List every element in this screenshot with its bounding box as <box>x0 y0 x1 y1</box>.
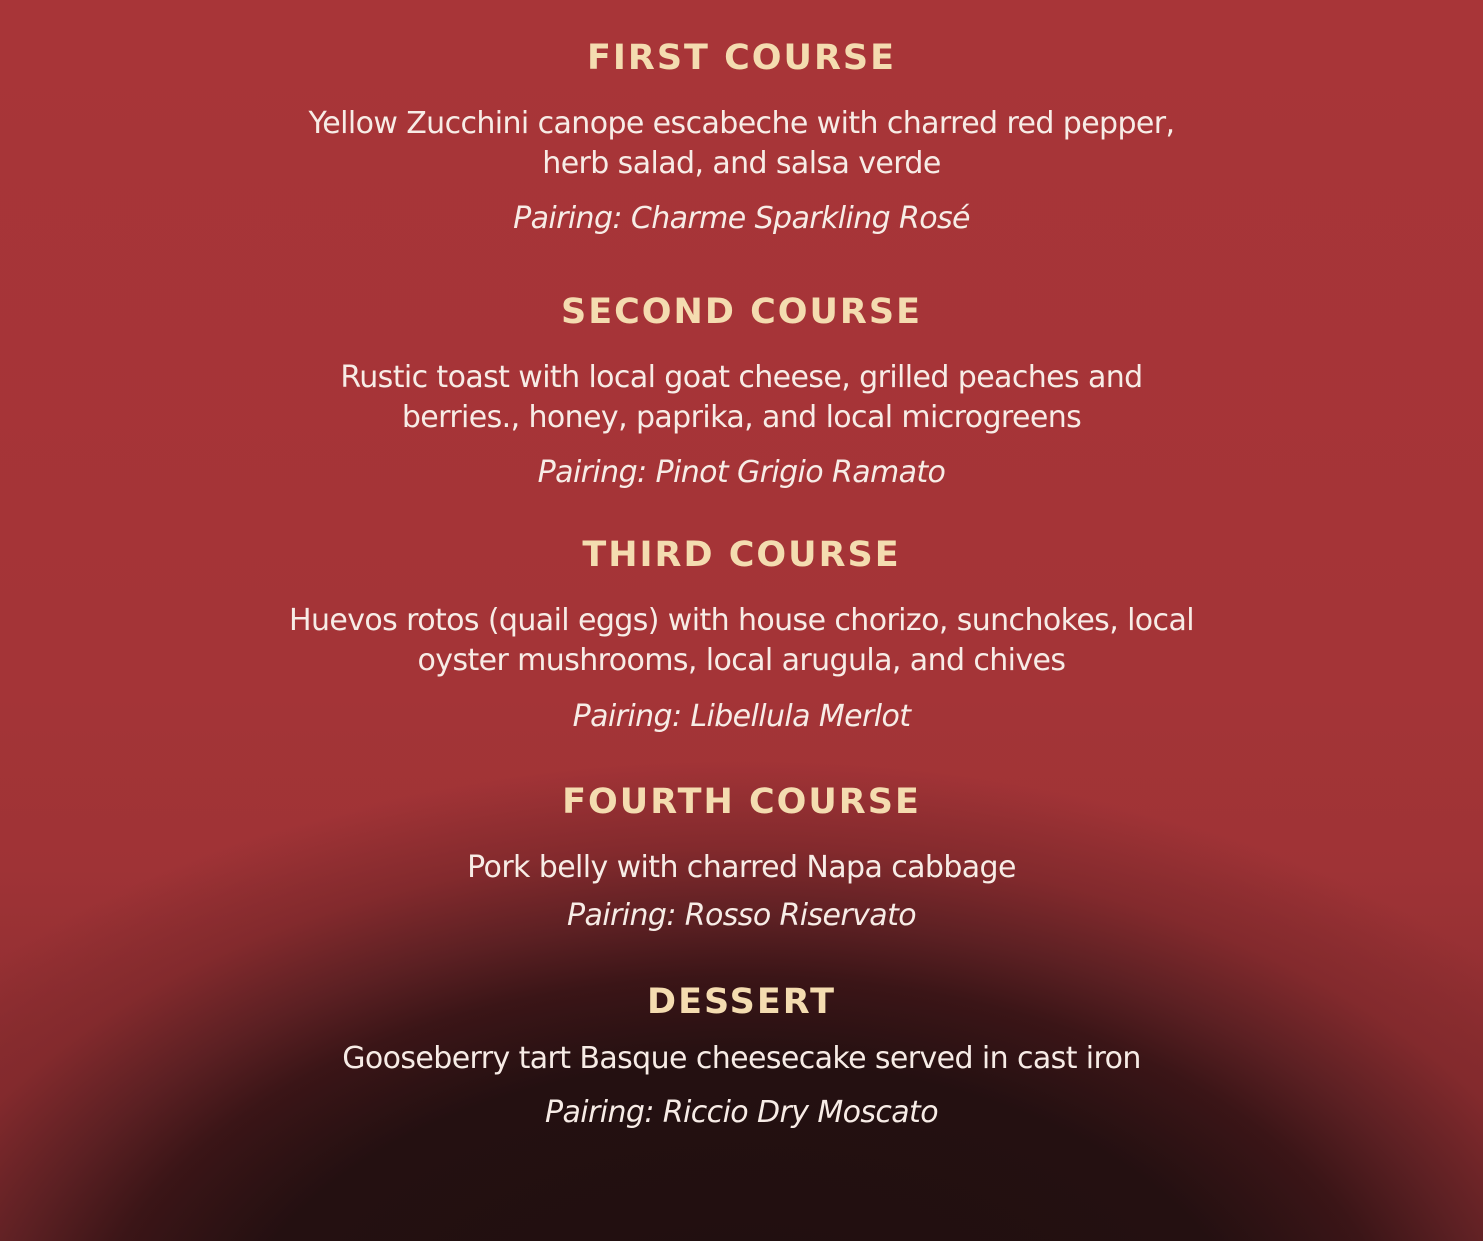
pairing-wine: Riccio Dry Moscato <box>662 1095 938 1130</box>
course-description-second <box>0 358 1483 438</box>
pairing-wine: Libellula Merlot <box>690 699 911 734</box>
pairing-wine: Charme Sparkling Rosé <box>630 201 970 236</box>
course-pairing-first: Pairing: Charme Sparkling Rosé <box>513 201 970 236</box>
course-description-third <box>0 601 1483 681</box>
course-pairing-dessert: Pairing: Riccio Dry Moscato <box>545 1095 938 1130</box>
pairing-wine: Pinot Grigio Ramato <box>655 455 946 490</box>
description-line: herb salad, and salsa verde <box>542 146 941 181</box>
description-line: Yellow Zucchini canope escabeche with charred red pepper, <box>308 106 1175 141</box>
pairing-label: Pairing <box>545 1095 645 1130</box>
course-description-fourth <box>0 848 1483 888</box>
course-pairing-fourth: Pairing: Rosso Riservato <box>566 898 916 933</box>
course-description-dessert <box>0 1039 1483 1079</box>
pairing-label: Pairing <box>566 898 667 933</box>
description-line: Gooseberry tart Basque cheesecake served in cast iron <box>342 1041 1141 1076</box>
course-heading-fourth: FOURTH COURSE <box>562 782 921 822</box>
course-heading-third: THIRD COURSE <box>582 535 901 575</box>
course-description-first <box>0 104 1483 184</box>
description-line: Pork belly with charred Napa cabbage <box>467 850 1016 885</box>
course-heading-first: FIRST COURSE <box>586 38 897 78</box>
description-line: berries., honey, paprika, and local microgreens <box>401 400 1082 435</box>
course-pairing-second: Pairing: Pinot Grigio Ramato <box>537 455 946 490</box>
course-heading-dessert: DESSERT <box>647 982 836 1022</box>
course-pairing-third: Pairing: Libellula Merlot <box>572 699 911 734</box>
description-line: Rustic toast with local goat cheese, grilled peaches and <box>340 360 1143 395</box>
description-line: Huevos rotos (quail eggs) with house chorizo, sunchokes, local <box>289 603 1194 638</box>
pairing-label: Pairing <box>513 201 613 236</box>
pairing-label: Pairing <box>537 455 638 490</box>
pairing-wine: Rosso Riservato <box>684 898 916 933</box>
pairing-label: Pairing <box>572 699 672 734</box>
course-heading-second: SECOND COURSE <box>560 292 922 332</box>
description-line: oyster mushrooms, local arugula, and chives <box>417 643 1066 678</box>
